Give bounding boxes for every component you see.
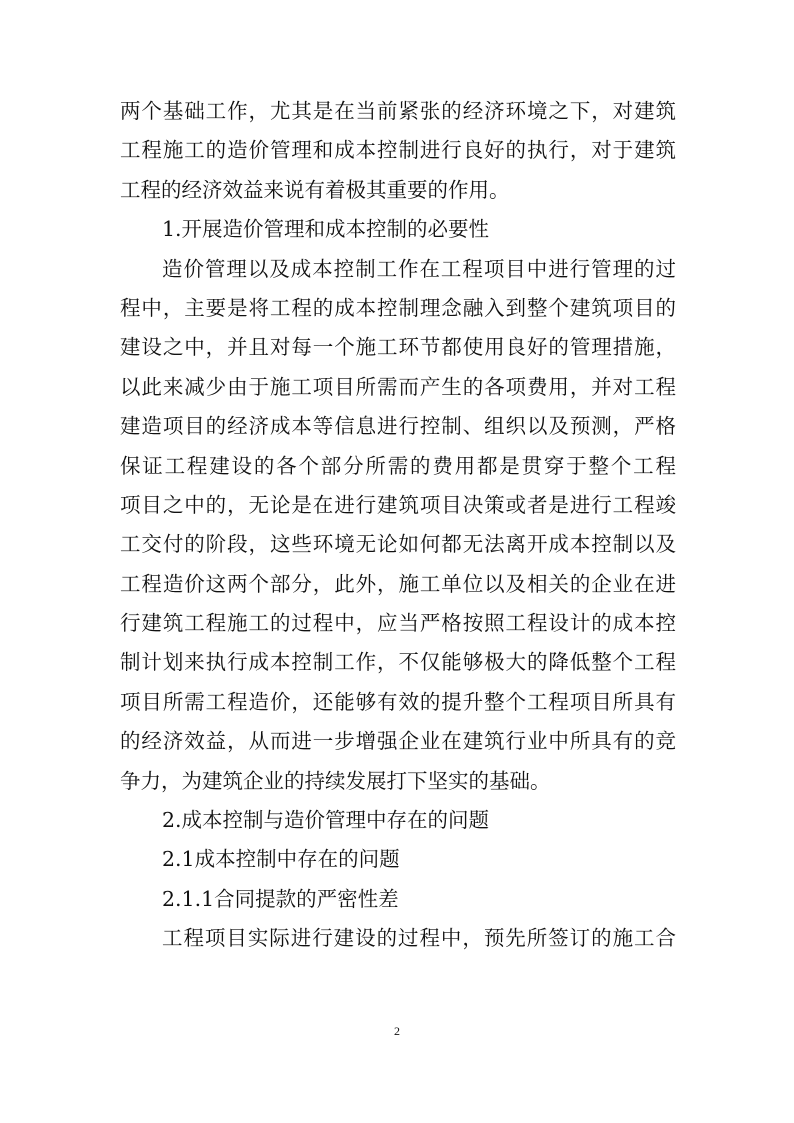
- text-line: 行建筑工程施工的过程中，应当严格按照工程设计的成本控: [120, 611, 676, 636]
- page-number: 2: [394, 1024, 400, 1038]
- text-line: 两个基础工作，尤其是在当前紧张的经济环境之下，对建筑: [120, 99, 676, 123]
- section-heading-1: 1.开展造价管理和成本控制的必要性: [162, 217, 490, 242]
- section-heading-2: 2.成本控制与造价管理中存在的问题: [162, 808, 490, 833]
- text-line: 项目之中的，无论是在进行建筑项目决策或者是进行工程竣: [120, 492, 676, 517]
- paragraph-necessity: [120, 250, 676, 801]
- section-heading-2-1: 2.1成本控制中存在的问题: [162, 847, 400, 872]
- text-line: 程中，主要是将工程的成本控制理念融入到整个建筑项目的: [120, 295, 676, 320]
- text-line: 工程造价这两个部分，此外，施工单位以及相关的企业在进: [120, 571, 676, 596]
- paragraph-intro-continued: [120, 92, 676, 210]
- text-line: 建设之中，并且对每一个施工环节都使用良好的管理措施，: [120, 335, 676, 360]
- document-body: [120, 92, 676, 959]
- text-line: 制计划来执行成本控制工作，不仅能够极大的降低整个工程: [120, 650, 676, 675]
- text-line: 造价管理以及成本控制工作在工程项目中进行管理的过: [162, 256, 676, 281]
- text-line: 的经济效益，从而进一步增强企业在建筑行业中所具有的竞: [120, 729, 676, 754]
- text-line: 工交付的阶段，这些环境无论如何都无法离开成本控制以及: [120, 532, 676, 557]
- text-line: 工程施工的造价管理和成本控制进行良好的执行，对于建筑: [120, 138, 676, 163]
- paragraph-contract: [120, 919, 676, 958]
- text-line: 保证工程建设的各个部分所需的费用都是贯穿于整个工程: [120, 453, 676, 478]
- text-line: 工程项目实际进行建设的过程中，预先所签订的施工合: [162, 926, 676, 951]
- section-heading-2-1-1: 2.1.1合同提款的严密性差: [162, 886, 399, 911]
- text-line: 争力，为建筑企业的持续发展打下坚实的基础。: [120, 768, 551, 793]
- text-line: 工程的经济效益来说有着极其重要的作用。: [120, 177, 510, 202]
- text-line: 项目所需工程造价，还能够有效的提升整个工程项目所具有: [120, 689, 676, 714]
- text-line: 以此来减少由于施工项目所需而产生的各项费用，并对工程: [120, 374, 676, 399]
- text-line: 建造项目的经济成本等信息进行控制、组织以及预测，严格: [120, 414, 676, 439]
